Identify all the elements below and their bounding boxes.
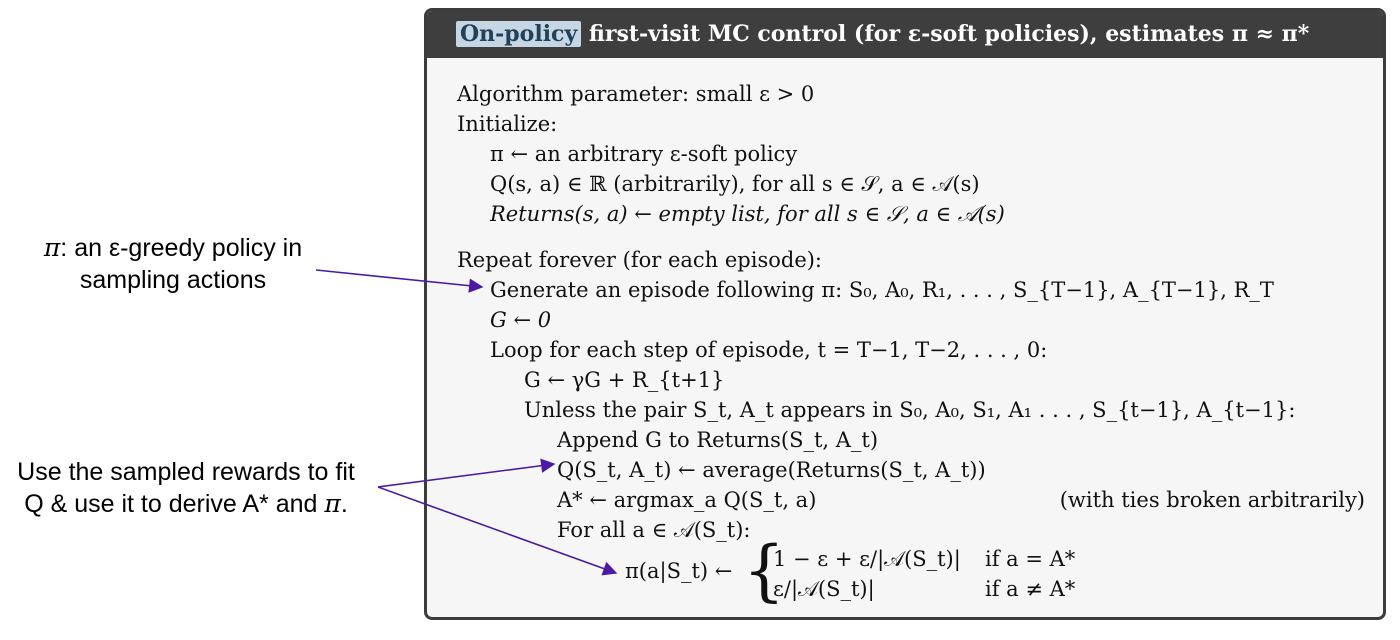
- annotation-rewards-line2: Q & use it to derive A* and: [24, 490, 325, 518]
- initialize-line: Initialize:: [457, 112, 558, 136]
- on-policy-highlight: On-policy: [456, 21, 581, 47]
- annotation-policy-line2: sampling actions: [79, 266, 267, 294]
- g-init-line: G ← 0: [490, 308, 552, 332]
- ties-note: (with ties broken arbitrarily): [1059, 488, 1365, 512]
- pi-symbol: π: [43, 233, 61, 262]
- annotation-rewards-line1: Use the sampled rewards to fit: [17, 458, 355, 486]
- init-policy-line: π ← an arbitrary ε-soft policy: [490, 142, 798, 166]
- init-returns-line: Returns(s, a) ← empty list, for all s ∈ 𝒮, a ∈ 𝒜(s): [490, 202, 1005, 226]
- case2-condition: if a ≠ A*: [985, 577, 1076, 601]
- annotation-rewards-period: .: [340, 490, 348, 518]
- unless-first-visit-line: Unless the pair S_t, A_t appears in S₀, A₀, S₁, A₁ . . . , S_{t−1}, A_{t−1}:: [524, 398, 1296, 422]
- algorithm-title-text: first-visit MC control (for ε-soft policies), estimates π ≈ π*: [581, 21, 1310, 47]
- arrow-to-policy-update: [378, 487, 616, 573]
- policy-update-lhs: π(a|S_t) ←: [625, 559, 733, 583]
- repeat-forever-line: Repeat forever (for each episode):: [457, 248, 823, 272]
- case1-condition: if a = A*: [985, 547, 1076, 571]
- pi-symbol: π: [324, 489, 341, 518]
- arrow-to-q-update: [378, 464, 554, 487]
- g-update-line: G ← γG + R_{t+1}: [524, 368, 725, 392]
- q-average-line: Q(S_t, A_t) ← average(Returns(S_t, A_t)): [557, 458, 986, 482]
- algorithm-parameter-line: Algorithm parameter: small ε > 0: [457, 82, 815, 106]
- append-returns-line: Append G to Returns(S_t, A_t): [557, 428, 879, 452]
- generate-episode-line: Generate an episode following π: S₀, A₀, R₁, . . . , S_{T−1}, A_{T−1}, R_T: [490, 278, 1274, 302]
- annotation-policy-line1: : an ε-greedy policy in: [60, 234, 303, 262]
- left-brace: {: [743, 532, 785, 609]
- arrow-to-generate-episode: [316, 270, 482, 287]
- argmax-line: A* ← argmax_a Q(S_t, a): [557, 488, 817, 512]
- init-q-line: Q(s, a) ∈ ℝ (arbitrarily), for all s ∈ 𝒮, a ∈ 𝒜(s): [490, 172, 980, 196]
- case1-value: 1 − ε + ε/|𝒜(S_t)|: [773, 547, 961, 571]
- for-all-actions-line: For all a ∈ 𝒜(S_t):: [557, 518, 751, 542]
- case2-value: ε/|𝒜(S_t)|: [773, 577, 875, 601]
- loop-steps-line: Loop for each step of episode, t = T−1, T−2, . . . , 0:: [490, 338, 1048, 362]
